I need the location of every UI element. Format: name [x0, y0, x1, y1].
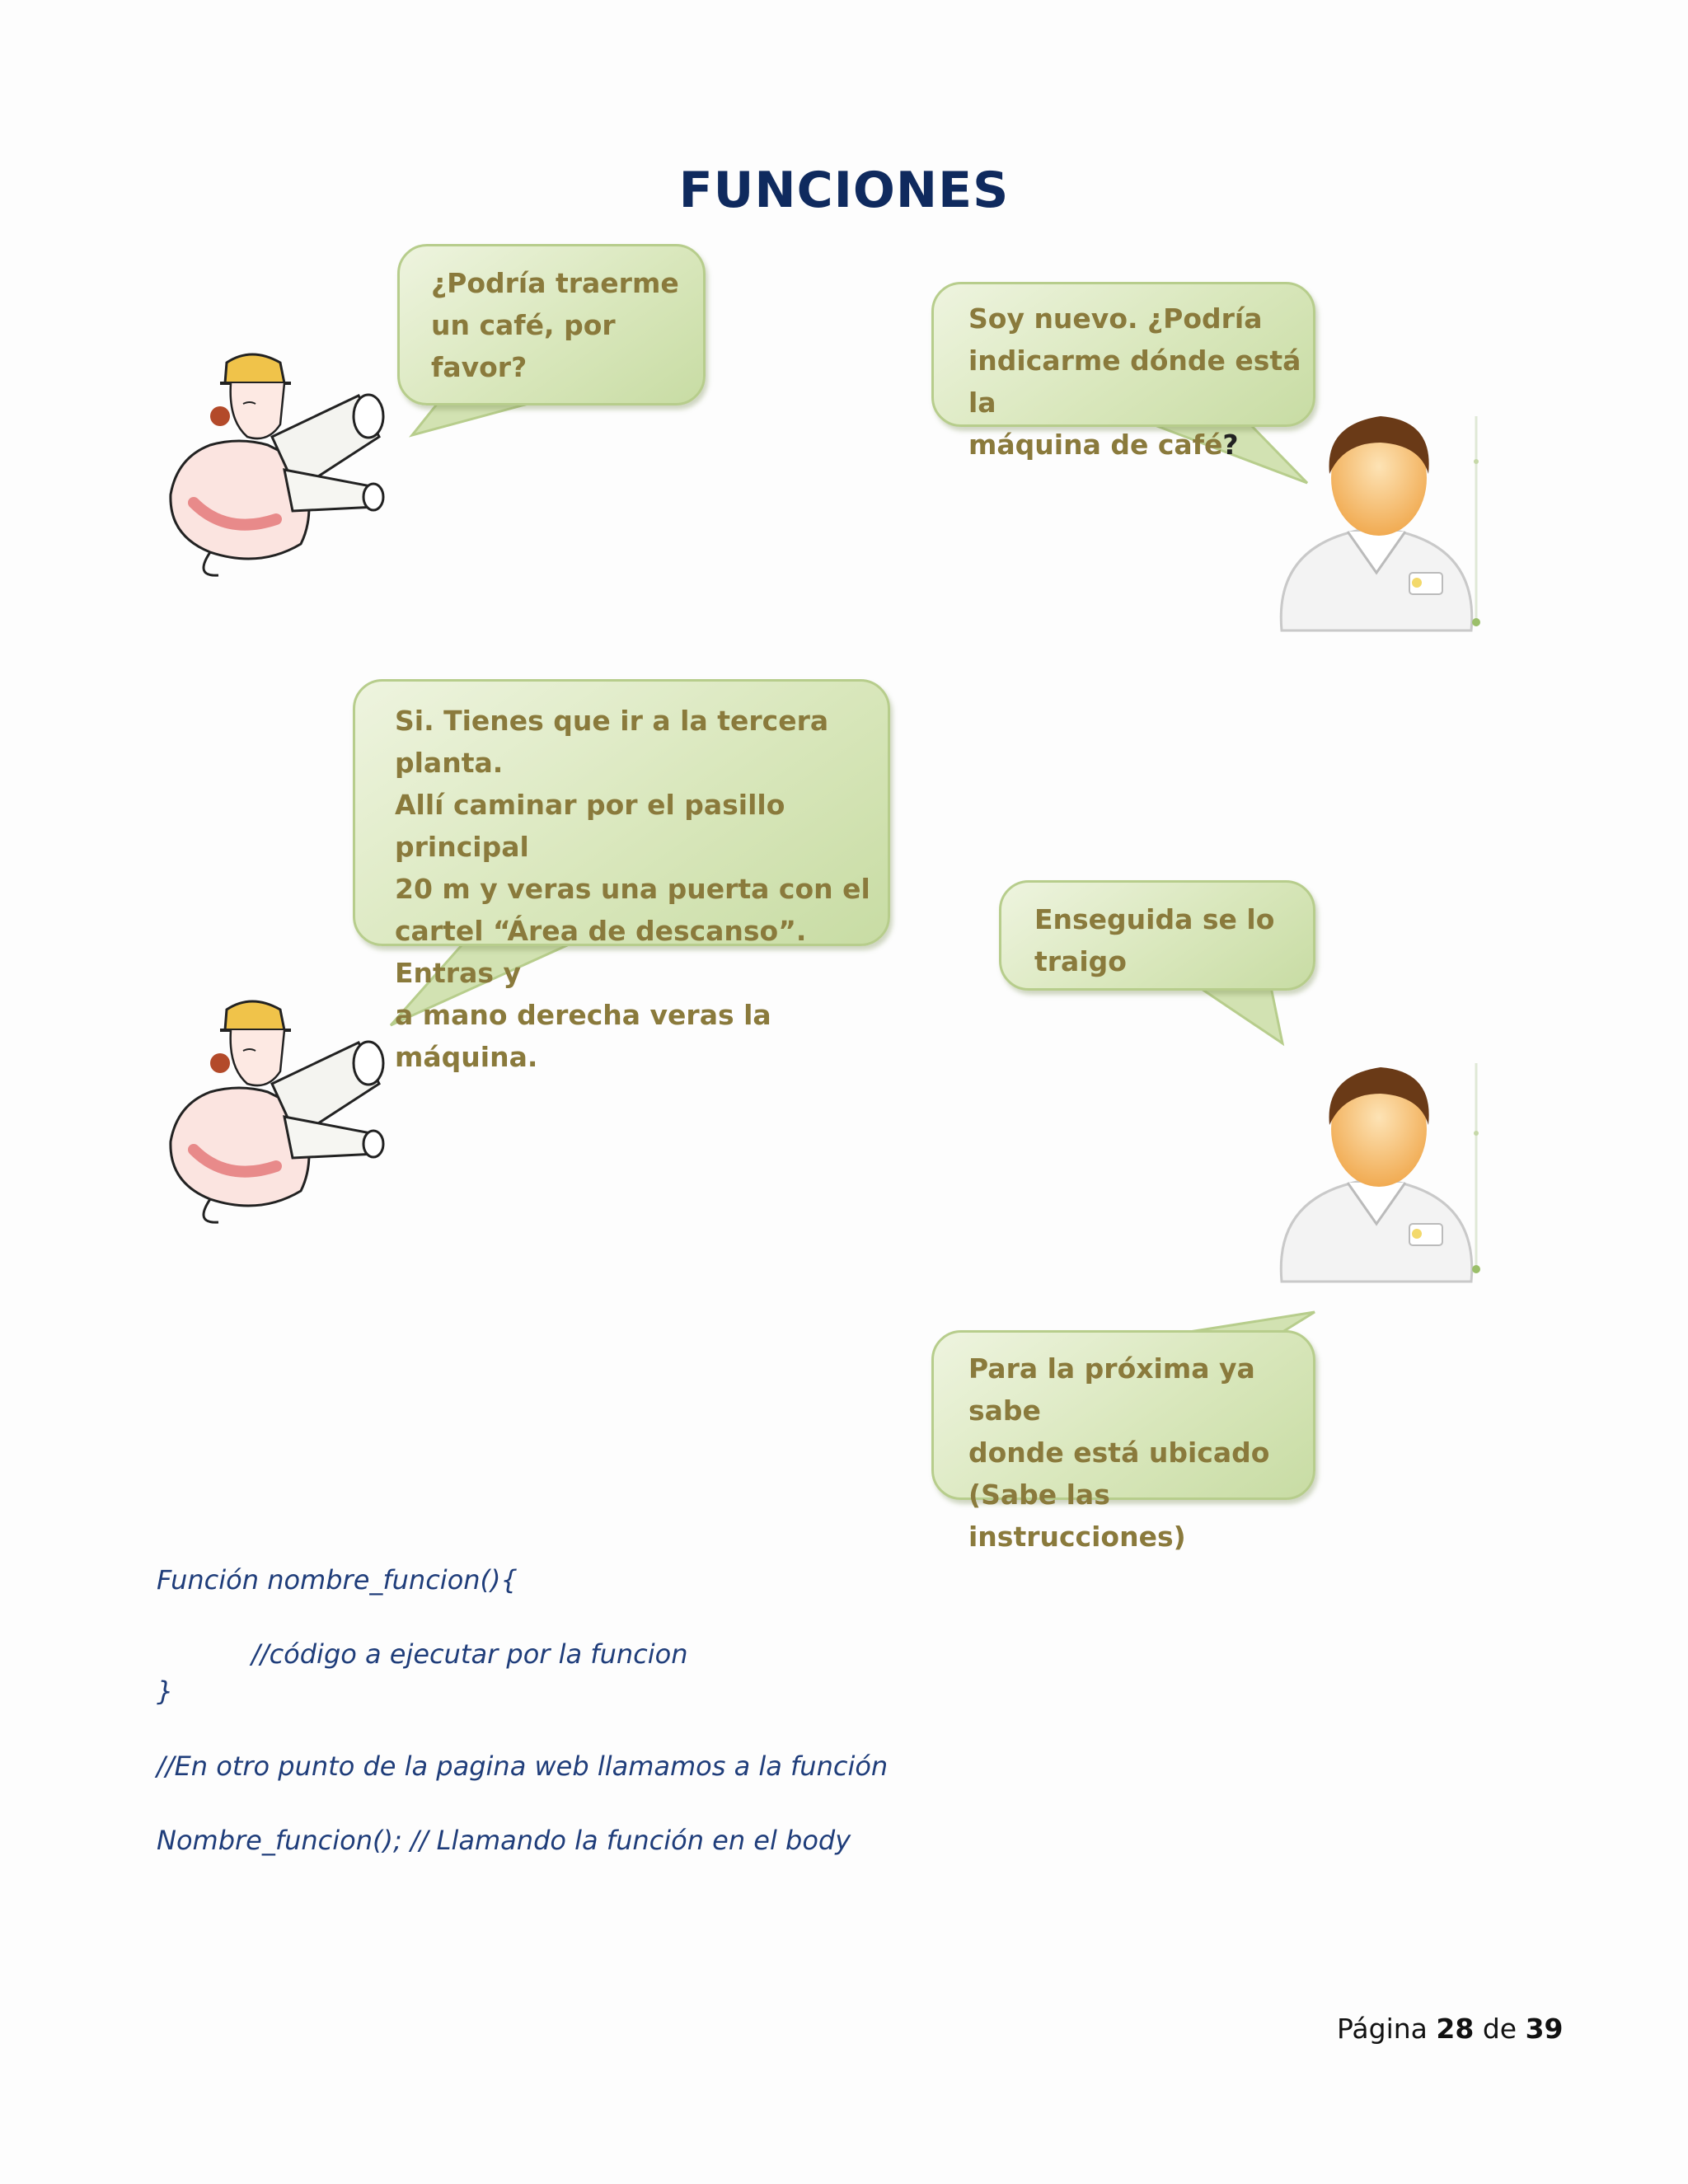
page-label: Página: [1337, 2013, 1428, 2045]
page-number-footer: [1337, 2013, 1564, 2045]
question-mark: ?: [1222, 429, 1239, 461]
page-title: FUNCIONES: [678, 162, 1010, 219]
decorative-strip: [1467, 412, 1485, 635]
speech-bubble-directions: [353, 679, 890, 1073]
speech-bubble-text: Para la próxima ya sabe donde está ubicado (Sabe las instrucciones): [968, 1352, 1270, 1553]
engineer-woman-illustration: [161, 993, 400, 1240]
code-line-call: Nombre_funcion(); // Llamando la función en el body: [157, 1825, 851, 1856]
man-avatar-illustration: [1265, 408, 1492, 635]
code-line-declaration: Función nombre_funcion(){: [157, 1564, 518, 1596]
code-line-comment: //código a ejecutar por la funcion: [251, 1638, 688, 1670]
of-label: de: [1482, 2013, 1517, 2045]
code-line-closing-brace: }: [157, 1675, 174, 1707]
speech-bubble-question: [931, 282, 1315, 461]
speech-bubble-conclusion: [931, 1330, 1315, 1553]
code-line-call-comment: //En otro punto de la pagina web llamamos a la función: [157, 1750, 889, 1782]
decorative-strip: [1467, 1059, 1485, 1282]
total-pages: 39: [1525, 2013, 1564, 2045]
speech-bubble-text: Si. Tienes que ir a la tercera planta. Allí caminar por el pasillo principal 20 m y veras una puerta con el cartel “Área de descanso”. Entras y a mano derecha veras la máquina.: [395, 705, 870, 1073]
current-page: 28: [1436, 2013, 1475, 2045]
speech-bubble-text: ¿Podría traerme un café, por favor?: [431, 267, 679, 383]
speech-bubble-request: [397, 244, 706, 405]
speech-bubble-reply: [999, 880, 1315, 991]
man-avatar-illustration: [1265, 1059, 1492, 1286]
speech-bubble-text: Enseguida se lo traigo: [1034, 903, 1275, 977]
speech-bubble-text: Soy nuevo. ¿Podría indicarme dónde está la máquina de café: [968, 302, 1301, 461]
engineer-woman-illustration: [161, 346, 400, 593]
